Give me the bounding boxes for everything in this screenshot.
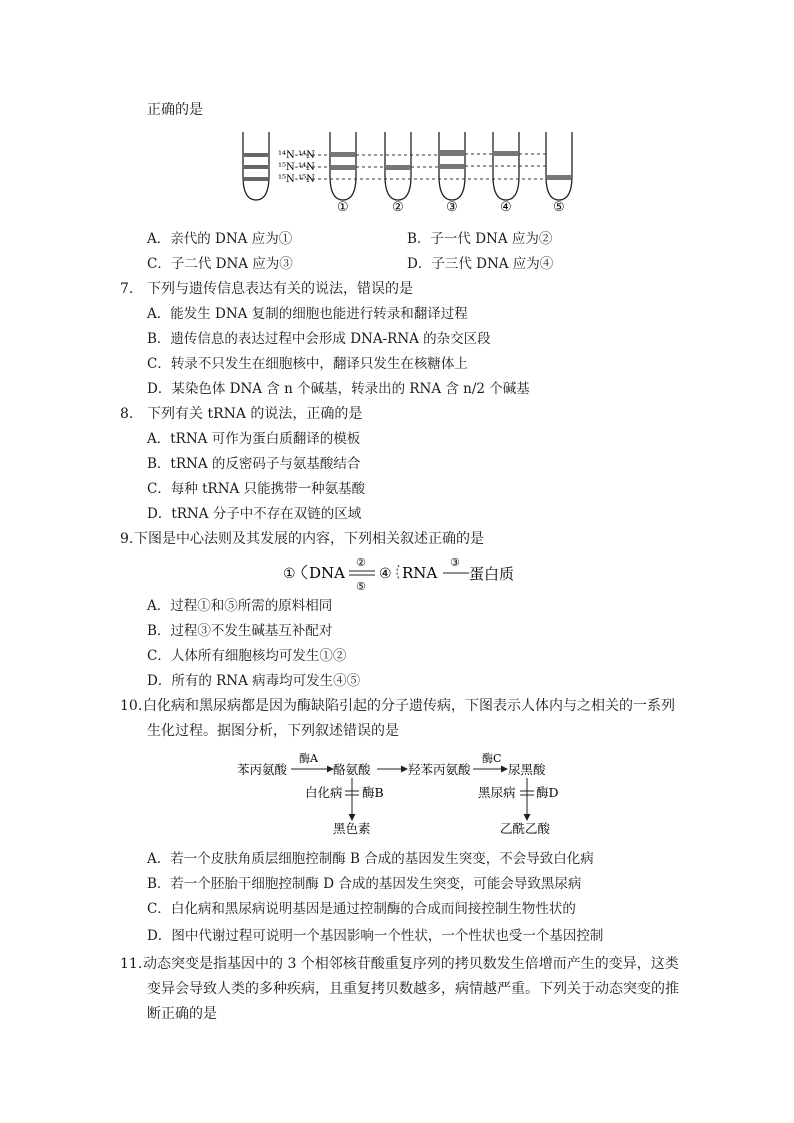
q11-number: 11. <box>120 956 143 972</box>
q10-stem-line1: 白化病和黑尿病都是因为酶缺陷引起的分子遗传病，下图表示人体内与之相关的一系列 <box>143 698 675 714</box>
central-dogma-diagram <box>283 552 523 592</box>
q8-option-a: A．tRNA 可作为蛋白质翻译的模板 <box>147 431 361 447</box>
enzyme-b-label: 酶B <box>362 785 384 800</box>
q10-option-a: A．若一个皮肤角质层细胞控制酶 B 合成的基因发生突变，不会导致白化病 <box>147 851 594 867</box>
hydroxyphenylalanine-label: 羟苯丙氨酸 <box>408 762 471 777</box>
enzyme-c-label: 酶C <box>482 752 502 765</box>
enzyme-a-label: 酶A <box>299 752 318 765</box>
q6-option-a: A．亲代的 DNA 应为① <box>147 231 293 247</box>
q8-stem: 下列有关 tRNA 的说法，正确的是 <box>147 406 363 422</box>
legend-15-14: ¹⁵N-¹⁴N <box>278 162 315 173</box>
q11-stem-line2: 变异会导致人类的多种疾病，且重复拷贝数越多，病情越严重。下列关于动态突变的推 <box>147 981 679 997</box>
q7-option-d: D．某染色体 DNA 含 n 个碱基，转录出的 RNA 含 n/2 个碱基 <box>147 381 530 397</box>
process-1-label: ① <box>283 566 296 582</box>
dna-label: DNA <box>309 564 345 582</box>
tube-label-5: ⑤ <box>553 200 565 213</box>
enzyme-d-label: 酶D <box>536 785 559 800</box>
legend-14-14: ¹⁴N-¹⁴N <box>278 150 315 161</box>
q7-number: 7. <box>120 281 134 297</box>
q9-option-d: D．所有的 RNA 病毒均可发生④⑤ <box>147 673 361 689</box>
process-3-label: ③ <box>450 556 460 569</box>
homogentisic-acid-label: 尿黑酸 <box>508 762 546 777</box>
q6-option-d: D．子三代 DNA 应为④ <box>407 256 554 272</box>
tube-label-1: ① <box>337 200 349 213</box>
phenylalanine-label: 苯丙氨酸 <box>237 762 288 777</box>
legend-15-15: ¹⁵N-¹⁵N <box>278 174 315 185</box>
q11-stem-line3: 断正确的是 <box>147 1006 217 1022</box>
melanin-label: 黑色素 <box>333 821 371 836</box>
q10-option-c: C．白化病和黑尿病说明基因是通过控制酶的合成而间接控制生物性状的 <box>147 901 576 917</box>
q6-stem-tail: 正确的是 <box>147 102 203 118</box>
q7-option-a: A．能发生 DNA 复制的细胞也能进行转录和翻译过程 <box>147 306 468 322</box>
protein-label: 蛋白质 <box>469 565 515 583</box>
q8-option-c: C．每种 tRNA 只能携带一种氨基酸 <box>147 481 366 497</box>
q6-option-b: B．子一代 DNA 应为② <box>407 231 553 247</box>
q10-option-d: D．图中代谢过程可说明一个基因影响一个性状，一个性状也受一个基因控制 <box>147 928 604 944</box>
acetoacetic-acid-label: 乙酰乙酸 <box>500 821 551 836</box>
metabolic-pathway-diagram <box>237 748 567 838</box>
q7-option-c: C．转录不只发生在细胞核中，翻译只发生在核糖体上 <box>147 356 468 372</box>
rna-label: RNA <box>402 564 438 582</box>
q9-option-b: B．过程③不发生碱基互补配对 <box>147 623 333 639</box>
q9-option-a: A．过程①和⑤所需的原料相同 <box>147 598 333 614</box>
q6-option-c: C．子二代 DNA 应为③ <box>147 256 293 272</box>
q7-option-b: B．遗传信息的表达过程中会形成 DNA-RNA 的杂交区段 <box>147 331 491 347</box>
process-5-label: ⑤ <box>356 580 366 592</box>
process-4-label: ④ <box>379 566 392 582</box>
centrifuge-tubes-figure <box>240 128 600 213</box>
tube-label-4: ④ <box>500 200 512 213</box>
tyrosine-label: 酪氨酸 <box>333 762 371 777</box>
alkaptonuria-label: 黑尿病 <box>478 785 516 800</box>
tube-5 <box>546 132 572 200</box>
q10-stem-line2: 生化过程。据图分析，下列叙述错误的是 <box>147 723 399 739</box>
q8-number: 8. <box>120 406 134 422</box>
q10-number: 10. <box>120 698 143 714</box>
q8-option-d: D．tRNA 分子中不存在双链的区域 <box>147 506 362 522</box>
q10-option-b: B．若一个胚胎干细胞控制酶 D 合成的基因发生突变，可能会导致黑尿病 <box>147 876 582 892</box>
q9-option-c: C．人体所有细胞核均可发生①② <box>147 648 347 664</box>
q11-stem-line1: 动态突变是指基因中的 3 个相邻核苷酸重复序列的拷贝数发生倍增而产生的变异，这类 <box>143 956 679 972</box>
tube-label-2: ② <box>392 200 404 213</box>
q9-stem: 下图是中心法则及其发展的内容，下列相关叙述正确的是 <box>134 531 484 547</box>
process-2-label: ② <box>356 556 366 569</box>
q9-number: 9. <box>120 531 134 547</box>
tube-label-3: ③ <box>446 200 458 213</box>
q7-stem: 下列与遗传信息表达有关的说法，错误的是 <box>147 281 413 297</box>
q8-option-b: B．tRNA 的反密码子与氨基酸结合 <box>147 456 361 472</box>
albinism-label: 白化病 <box>305 785 343 800</box>
